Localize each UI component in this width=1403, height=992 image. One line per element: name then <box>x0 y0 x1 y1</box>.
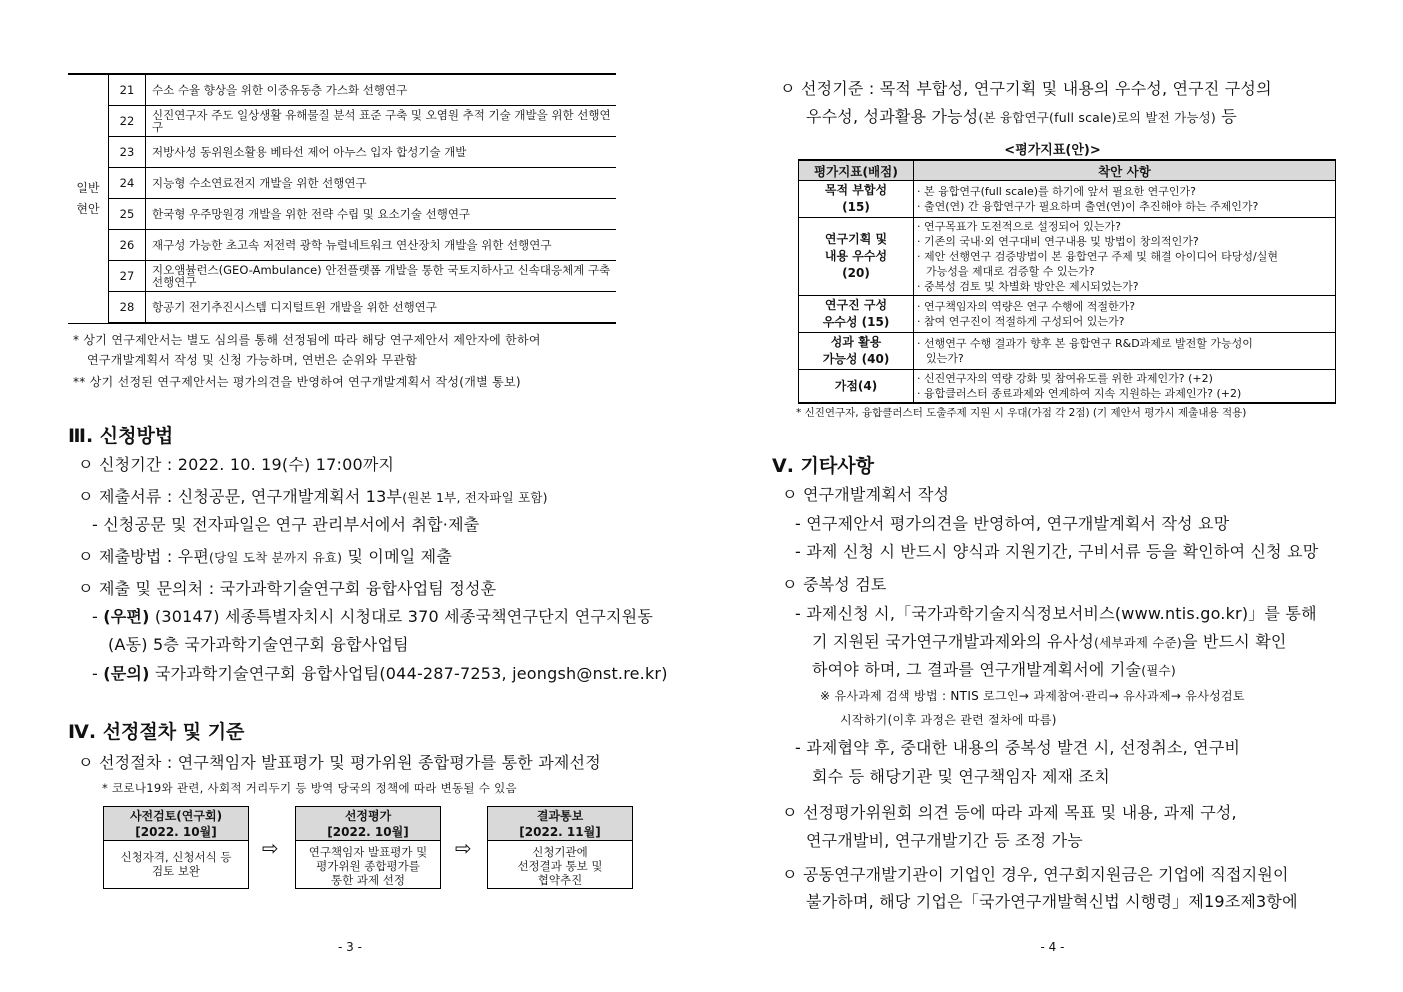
table-row <box>799 218 1336 296</box>
text-line <box>78 484 548 507</box>
text-span: 등 <box>1216 107 1237 126</box>
category-label: 일반 <box>76 180 100 195</box>
flow-text: 협약추진 <box>537 873 583 887</box>
note-line: ※ 유사과제 검색 방법 : NTIS 로그인→ 과제참여·관리→ 유사과제→ 유사성검토 <box>820 689 1245 703</box>
row-title: 지능형 수소연료전지 개발을 위한 선행연구 <box>146 168 617 199</box>
indicator-cell <box>799 333 914 370</box>
row-title: 항공기 전기추진시스템 디지털트윈 개발을 위한 선행연구 <box>146 292 617 324</box>
indicator-cell <box>799 181 914 218</box>
flow-text: 선정결과 통보 및 <box>517 859 603 873</box>
text-line: 회수 등 해당기관 및 연구책임자 제재 조치 <box>812 767 1110 786</box>
category-cell <box>68 74 109 323</box>
point-text: · 연구책임자의 역량은 연구 수행에 적절한가? <box>917 300 1136 313</box>
text-line: - 신청공문 및 전자파일은 연구 관리부서에서 취합·제출 <box>92 515 480 534</box>
flow-title: 결과통보 <box>536 809 584 823</box>
row-title: 재구성 가능한 초고속 저전력 광학 뉴럴네트워크 연산장치 개발을 위한 선행연구 <box>146 230 617 261</box>
indicator-text: 목적 부합성 <box>824 183 888 197</box>
table-row <box>799 296 1336 333</box>
flow-header <box>296 807 440 841</box>
row-number: 28 <box>109 292 146 324</box>
note-line: * 코로나19와 관련, 사회적 거리두기 등 방역 당국의 정책에 따라 변동될 수 있음 <box>102 781 517 795</box>
point-text: · 연구목표가 도전적으로 설정되어 있는가? <box>917 220 1121 233</box>
point-text: · 출연(연) 간 융합연구가 필요하며 출연(연)이 추진해야 하는 주제인가? <box>917 200 1259 213</box>
indicator-cell <box>799 370 914 404</box>
indicator-text: 연구진 구성 <box>824 298 888 312</box>
text-span: 우수성, 성과활용 가능성 <box>806 107 979 126</box>
text-line <box>92 604 653 627</box>
text-span: 국가과학기술연구회 융합사업팀(044-287-7253, jeongsh@nst.re.kr) <box>149 664 668 683</box>
point-text: · 참여 연구진이 적절하게 구성되어 있는가? <box>917 315 1125 328</box>
text-line: ㅇ 선정평가위원회 의견 등에 따라 과제 목표 및 내용, 과제 구성, <box>782 803 1237 822</box>
text-span: (본 융합연구(full scale)로의 발전 가능성) <box>978 110 1216 125</box>
indicator-text: (15) <box>842 200 870 214</box>
table-row <box>68 74 616 106</box>
text-line: 불가하며, 해당 기업은「국가연구개발혁신법 시행령」제19조제3항에 <box>806 892 1298 911</box>
point-text: 가능성을 제대로 검증할 수 있는가? <box>926 265 1095 278</box>
row-number: 22 <box>109 106 146 137</box>
points-cell <box>914 370 1336 404</box>
column-header: 착안 사항 <box>914 160 1336 181</box>
section-heading: Ⅴ. 기타사항 <box>772 455 874 477</box>
section-heading: Ⅳ. 선정절차 및 기준 <box>68 721 245 743</box>
text-span: - <box>92 607 104 626</box>
table-row <box>68 137 616 168</box>
flow-text: 검토 보완 <box>151 864 201 878</box>
table-title: <평가지표(안)> <box>1004 143 1101 158</box>
indicator-text: 가점(4) <box>834 378 878 393</box>
text-line: - 연구제안서 평가의견을 반영하여, 연구개발계획서 작성 요망 <box>795 514 1230 533</box>
indicator-text: 내용 우수성 <box>824 249 888 263</box>
text-span: ㅇ 제출서류 : 신청공문, 연구개발계획서 13부 <box>78 487 403 506</box>
flow-date: [2022. 10월] <box>327 825 409 839</box>
table-header-row <box>799 160 1336 181</box>
indicator-text: (20) <box>842 266 870 280</box>
point-text: · 선행연구 수행 결과가 향후 본 융합연구 R&D과제로 발전할 가능성이 <box>917 337 1253 350</box>
text-span: ㅇ 제출방법 : 우편 <box>78 547 210 566</box>
text-span: 및 이메일 제출 <box>342 547 452 566</box>
text-line <box>812 629 1287 652</box>
row-number: 23 <box>109 137 146 168</box>
flow-box <box>103 806 249 889</box>
row-number: 24 <box>109 168 146 199</box>
text-line <box>812 657 1176 680</box>
flow-box <box>295 806 441 889</box>
table-row <box>799 333 1336 370</box>
flow-text: 신청자격, 신청서식 등 <box>120 850 232 864</box>
point-text: · 기존의 국내·외 연구대비 연구내용 및 방법이 창의적인가? <box>917 235 1199 248</box>
text-span: 하여야 하며, 그 결과를 연구개발계획서에 기술 <box>812 660 1142 679</box>
row-number: 21 <box>109 74 146 106</box>
text-line: ㅇ 선정기준 : 목적 부합성, 연구기획 및 내용의 우수성, 연구진 구성의 <box>780 79 1272 98</box>
text-line: 연구개발비, 연구개발기간 등 조정 가능 <box>806 831 1083 850</box>
row-title: 한국형 우주망원경 개발을 위한 전략 수립 및 요소기술 선행연구 <box>146 199 617 230</box>
text-span: - <box>92 664 104 683</box>
text-line: ㅇ 선정절차 : 연구책임자 발표평가 및 평가위원 종합평가를 통한 과제선정 <box>78 753 601 772</box>
text-span: 기 지원된 국가연구개발과제와의 유사성 <box>812 632 1095 651</box>
table-note: 연구개발계획서 작성 및 신청 가능하며, 연번은 순위와 무관함 <box>87 353 418 367</box>
point-text: · 본 융합연구(full scale)를 하기에 앞서 필요한 연구인가? <box>917 185 1196 198</box>
row-title: 신진연구자 주도 일상생활 유해물질 분석 표준 구축 및 오염원 추적 기술 개발을 위한 선행연구 <box>146 106 617 137</box>
text-line: ㅇ 제출 및 문의처 : 국가과학기술연구회 융합사업팀 정성훈 <box>78 579 497 598</box>
point-text: · 중복성 검토 및 차별화 방안은 제시되었는가? <box>917 280 1139 293</box>
flow-title: 사전검토(연구회) <box>129 809 223 823</box>
flow-text: 평가위원 종합평가를 <box>316 859 420 873</box>
table-row <box>68 292 616 324</box>
table-row <box>68 199 616 230</box>
flow-title: 선정평가 <box>344 809 392 823</box>
arrow-icon: ⇨ <box>455 836 472 860</box>
indicator-text: 성과 활용 <box>830 335 882 349</box>
project-table <box>68 73 616 324</box>
category-label: 현안 <box>76 201 100 216</box>
row-title: 수소 수율 향상을 위한 이중유동층 가스화 선행연구 <box>146 74 617 106</box>
point-text: · 융합클러스터 종료과제와 연계하여 지속 지원하는 과제인가? (+2) <box>917 387 1242 400</box>
flow-date: [2022. 10월] <box>135 825 217 839</box>
point-text: · 신진연구자의 역량 강화 및 참여유도를 위한 과제인가? (+2) <box>917 372 1213 385</box>
text-line: ㅇ 중복성 검토 <box>782 575 887 594</box>
page-number: - 3 - <box>338 940 362 954</box>
table-row <box>68 106 616 137</box>
flow-box <box>487 806 633 889</box>
indicator-cell <box>799 296 914 333</box>
section-heading: Ⅲ. 신청방법 <box>68 425 174 447</box>
indicator-text: 가능성 (40) <box>822 352 890 366</box>
table-row <box>68 168 616 199</box>
text-line: - 과제 신청 시 반드시 양식과 지원기간, 구비서류 등을 확인하여 신청 요망 <box>795 542 1319 561</box>
points-cell <box>914 218 1336 296</box>
text-span: (세부과제 수준) <box>1094 635 1182 650</box>
table-note: * 신진연구자, 융합클러스터 도출주제 지원 시 우대(가점 각 2점) (기 제안서 평가시 제출내용 적용) <box>796 407 1247 419</box>
row-number: 26 <box>109 230 146 261</box>
row-number: 25 <box>109 199 146 230</box>
text-span: (문의) <box>103 664 150 683</box>
text-span: (우편) <box>103 607 150 626</box>
text-line <box>92 661 668 684</box>
text-line <box>78 544 452 567</box>
flow-date: [2022. 11월] <box>519 825 601 839</box>
flow-header <box>488 807 632 841</box>
indicator-text: 우수성 (15) <box>822 315 890 329</box>
flow-body <box>104 841 248 878</box>
flow-body <box>296 841 440 887</box>
indicator-cell <box>799 218 914 296</box>
text-span: (30147) 세종특별자치시 시청대로 370 세종국책연구단지 연구지원동 <box>149 607 653 626</box>
indicator-text: 연구기획 및 <box>824 232 888 246</box>
points-cell <box>914 296 1336 333</box>
text-span: 을 반드시 확인 <box>1182 632 1287 651</box>
row-title: 저방사성 동위원소활용 베타선 제어 아누스 입자 합성기술 개발 <box>146 137 617 168</box>
text-line: ㅇ 연구개발계획서 작성 <box>782 485 950 504</box>
flow-body <box>488 841 632 887</box>
table-note: * 상기 연구제안서는 별도 심의를 통해 선정됨에 따라 해당 연구제안서 제안자에 한하여 <box>73 333 541 347</box>
text-line: ㅇ 신청기간 : 2022. 10. 19(수) 17:00까지 <box>78 455 395 474</box>
table-row <box>799 181 1336 218</box>
table-note: ** 상기 선정된 연구제안서는 평가의견을 반영하여 연구개발계획서 작성(개별 통보) <box>73 375 521 389</box>
page-3 <box>0 0 700 992</box>
flow-text: 신청기관에 <box>532 845 588 859</box>
flow-header <box>104 807 248 841</box>
table-row <box>799 370 1336 404</box>
flow-text: 통한 과제 선정 <box>331 873 405 887</box>
page-number: - 4 - <box>1040 940 1065 954</box>
text-span: (당일 도착 분까지 유효) <box>209 550 343 565</box>
points-cell <box>914 333 1336 370</box>
arrow-icon: ⇨ <box>262 836 279 860</box>
flow-text: 연구책임자 발표평가 및 <box>308 845 428 859</box>
table-row <box>68 261 616 292</box>
text-line: (A동) 5층 국가과학기술연구회 융합사업팀 <box>108 635 409 654</box>
text-line: ㅇ 공동연구개발기관이 기업인 경우, 연구회지원금은 기업에 직접지원이 <box>782 865 1289 884</box>
text-line: - 과제협약 후, 중대한 내용의 중복성 발견 시, 선정취소, 연구비 <box>795 738 1241 757</box>
text-line <box>806 104 1237 127</box>
note-line: 시작하기(이후 과정은 관련 절차에 따름) <box>840 713 1057 727</box>
row-title: 지오앰뷸런스(GEO-Ambulance) 안전플랫폼 개발을 통한 국토지하사고 신속대응체계 구축 선행연구 <box>146 261 617 292</box>
point-text: 있는가? <box>926 352 964 365</box>
points-cell <box>914 181 1336 218</box>
table-row <box>68 230 616 261</box>
page-4 <box>702 0 1403 992</box>
point-text: · 제안 선행연구 검증방법이 본 융합연구 주제 및 해결 아이디어 타당성/실현 <box>917 250 1278 263</box>
evaluation-table <box>798 159 1336 404</box>
column-header: 평가지표(배점) <box>799 160 914 181</box>
text-span: (필수) <box>1141 663 1176 678</box>
text-line: - 과제신청 시,「국가과학기술지식정보서비스(www.ntis.go.kr)」를 통해 <box>795 604 1317 623</box>
row-number: 27 <box>109 261 146 292</box>
text-span: (원본 1부, 전자파일 포함) <box>402 490 548 505</box>
